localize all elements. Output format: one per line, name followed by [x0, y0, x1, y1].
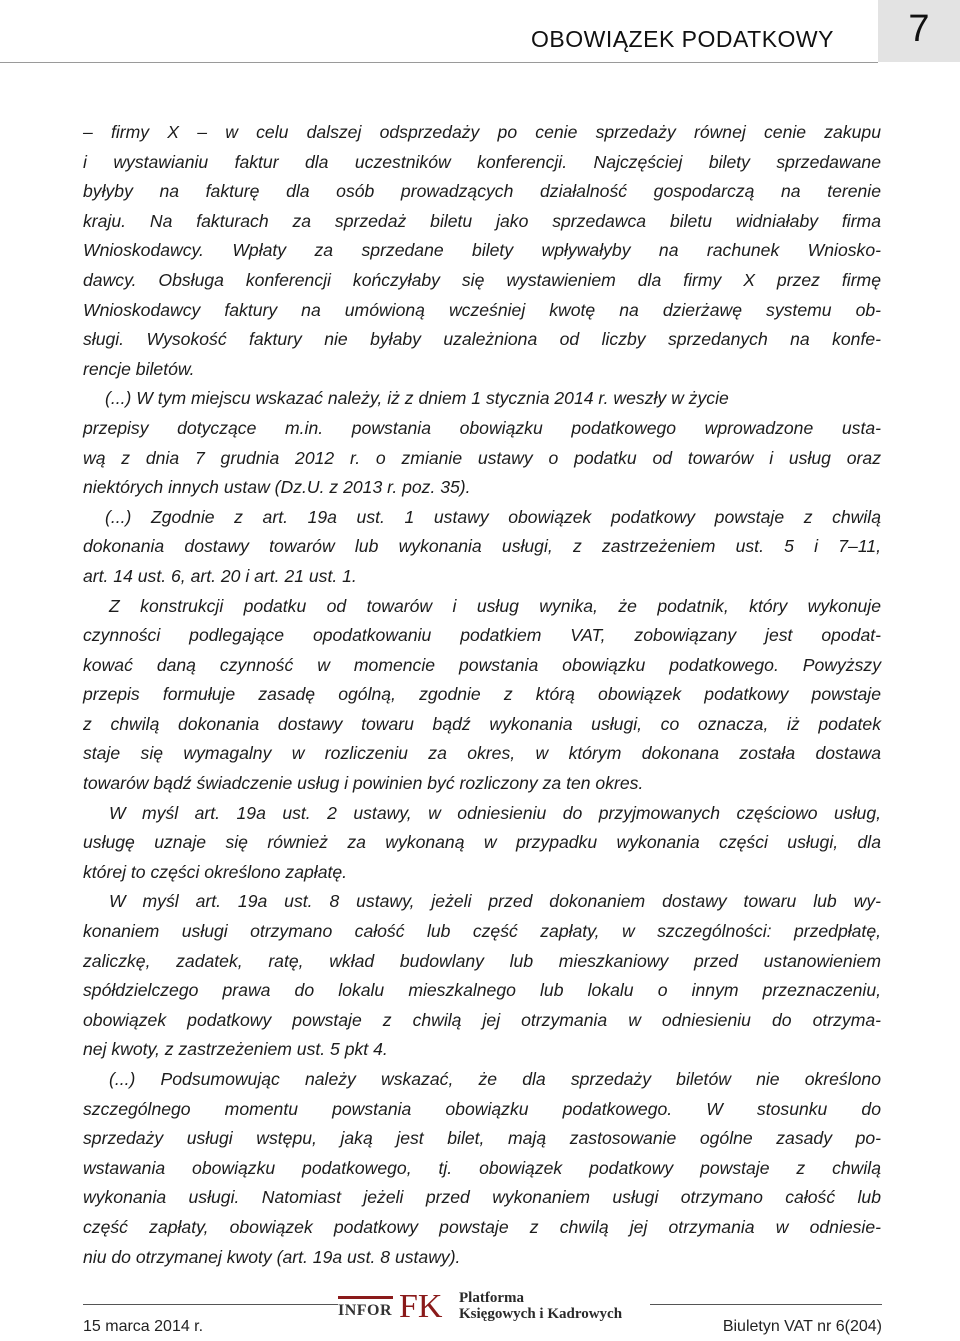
text-line: obowiązek podatkowy powstaje z chwilą jej otrzymania w odniesieniu do otrzyma- [83, 1009, 881, 1030]
text-line: towarów bądź świadczenie usług i powinien być rozliczony za ten okres. [83, 773, 644, 794]
text-line: wykonania usługi. Natomiast jeżeli przed wykonaniem usługi otrzymano całość lub [83, 1187, 881, 1208]
footer-rule-left [83, 1304, 338, 1305]
text-line: dokonania dostawy towarów lub wykonania usługi, z zastrzeżeniem ust. 5 i 7–11, [83, 536, 881, 557]
text-line: W myśl art. 19a ust. 2 ustawy, w odniesieniu do przyjmowanych częściowo usług, [109, 802, 881, 823]
logo-infor-text: INFOR [338, 1302, 393, 1319]
text-line: kować daną czynność w momencie powstania obowiązku podatkowego. Powyższy [83, 654, 881, 675]
logo-fk-mark: FK [399, 1288, 443, 1325]
footer-rule-right [650, 1304, 882, 1305]
text-line: byłyby na fakturę dla osób prowadzących działalność gospodarczą na terenie [83, 181, 881, 202]
logo-platform-line1: Platforma [459, 1290, 524, 1306]
text-line: – firmy X – w celu dalszej odsprzedaży po cenie sprzedaży równej cenie zakupu [83, 122, 881, 142]
header-rule [0, 62, 878, 63]
text-line: (...) Podsumowując należy wskazać, że dla sprzedaży biletów nie określono [109, 1069, 881, 1089]
text-line: przepisy dotyczące m.in. powstania obowiązku podatkowego wprowadzone usta- [83, 417, 881, 438]
text-line: (...) W tym miejscu wskazać należy, iż z dniem 1 stycznia 2014 r. weszły w życie [105, 388, 729, 409]
page-number: 7 [908, 8, 930, 50]
text-line: sprzedaży usługi wstępu, jaką jest bilet, mają zastosowanie ogólne zasady po- [83, 1128, 881, 1149]
text-line: część zapłaty, obowiązek podatkowy powstaje z chwilą jej otrzymania w odniesie- [83, 1216, 881, 1237]
text-line: i wystawianiu faktur dla uczestników konferencji. Najczęściej bilety sprzedawane [83, 151, 881, 172]
text-line: sługi. Wysokość faktury nie byłaby uzależniona od liczby sprzedanych na konfe- [83, 329, 881, 350]
text-line: staje się wymagalny w rozliczeniu za okres, w którym dokonana została dostawa [83, 743, 881, 764]
text-line: spółdzielczego prawa do lokalu mieszkalnego lub lokalu o innym przeznaczeniu, [83, 980, 881, 1001]
text-line: (...) Zgodnie z art. 19a ust. 1 ustawy obowiązek podatkowy powstaje z chwilą [105, 506, 881, 527]
text-line: dawcy. Obsługa konferencji kończyłaby się wystawieniem dla firmy X przez firmę [83, 269, 881, 290]
text-line: Z konstrukcji podatku od towarów i usług wynika, że podatnik, który wykonuje [109, 595, 881, 616]
running-header-title: OBOWIĄZEK PODATKOWY [531, 26, 834, 52]
text-line: Wnioskodawcy. Wpłaty za sprzedane bilety wpływałyby na rachunek Wniosko- [83, 240, 881, 261]
footer-issue: Biuletyn VAT nr 6(204) [722, 1318, 882, 1335]
article-body [83, 118, 881, 1272]
text-line: z chwilą dokonania dostawy towaru bądź wykonania usługi, co oznacza, iż podatek [83, 713, 881, 734]
text-line: której to części określono zapłatę. [83, 861, 348, 882]
text-line: wą z dnia 7 grudnia 2012 r. o zmianie ustawy o podatku od towarów i usług oraz [83, 447, 881, 468]
text-line: usługę uznaje się również za wykonaną w przypadku wykonania części usługi, dla [83, 832, 881, 853]
logo-platform-line2: Księgowych i Kadrowych [459, 1306, 623, 1322]
text-line: zaliczkę, zadatek, ratę, wkład budowlany lub mieszkaniowy przed ustanowieniem [83, 950, 881, 971]
text-line: rencje biletów. [83, 358, 195, 379]
text-line: niu do otrzymanej kwoty (art. 19a ust. 8 ustawy). [83, 1246, 461, 1267]
text-line: czynności podlegające opodatkowaniu podatkiem VAT, zobowiązany jest opodat- [83, 625, 881, 646]
logo-accent-bar [338, 1296, 393, 1299]
text-line: W myśl art. 19a ust. 8 ustawy, jeżeli przed dokonaniem dostawy towaru lub wy- [109, 891, 881, 912]
text-line: wstawania obowiązku podatkowego, tj. obowiązek podatkowy powstaje z chwilą [83, 1157, 881, 1178]
text-line: szczególnego momentu powstania obowiązku podatkowego. W stosunku do [83, 1098, 881, 1119]
text-line: art. 14 ust. 6, art. 20 i art. 21 ust. 1. [83, 565, 357, 586]
footer-date: 15 marca 2014 r. [83, 1318, 204, 1335]
text-line: Wnioskodawcy faktury na umówioną wcześniej kwotę na dzierżawę systemu ob- [83, 299, 881, 320]
text-line: konaniem usługi otrzymano całość lub część zapłaty, w szczególności: przedpłatę, [83, 921, 881, 942]
text-line: niektórych innych ustaw (Dz.U. z 2013 r. poz. 35). [83, 477, 471, 498]
text-line: przepis formułuje zasadę ogólną, zgodnie z którą obowiązek podatkowy powstaje [83, 684, 881, 705]
text-line: nej kwoty, z zastrzeżeniem ust. 5 pkt 4. [83, 1039, 388, 1060]
publisher-logo [338, 1286, 650, 1326]
text-line: kraju. Na fakturach za sprzedaż biletu jako sprzedawca biletu widniałaby firma [83, 210, 881, 231]
